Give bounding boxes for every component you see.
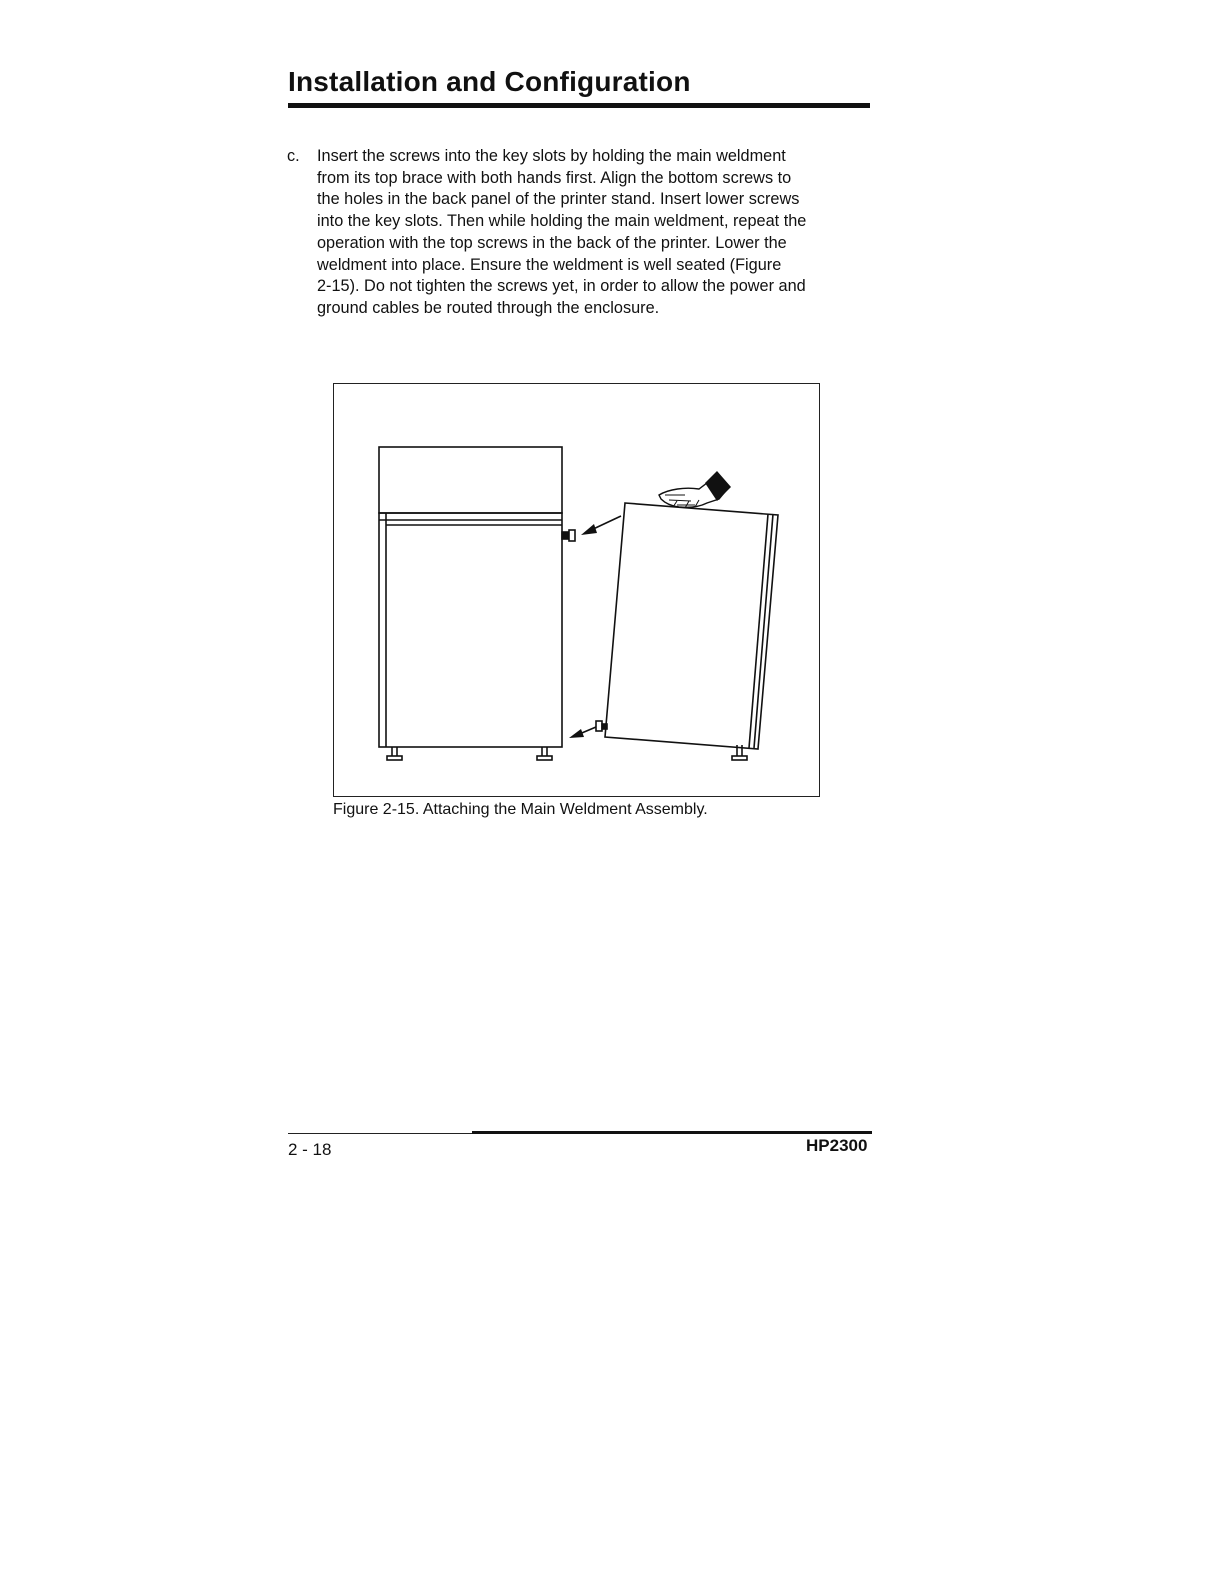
footer-rule-thick (472, 1131, 872, 1134)
step-line: 2-15). Do not tighten the screws yet, in order to allow the power and (317, 277, 806, 296)
figure-frame (333, 383, 820, 797)
step-marker: c. (287, 147, 300, 165)
printer-stand (379, 447, 562, 747)
stand-feet (387, 747, 552, 760)
footer-rule (288, 1133, 472, 1134)
figure-caption: Figure 2-15. Attaching the Main Weldment Assembly. (333, 801, 708, 818)
step-line: operation with the top screws in the back of the printer. Lower the (317, 233, 787, 252)
page-number: 2 - 18 (288, 1140, 332, 1159)
step-line: Insert the screws into the key slots by holding the main weldment (317, 147, 786, 165)
hand-icon (659, 471, 731, 508)
header-rule (288, 103, 870, 108)
step-text (317, 146, 877, 320)
page-header-title: Installation and Configuration (288, 66, 691, 97)
step-line: weldment into place. Ensure the weldment is well seated (Figure (317, 255, 782, 274)
step-line: from its top brace with both hands first. Align the bottom screws to (317, 168, 792, 187)
top-screw (562, 530, 575, 541)
step-line: the holes in the back panel of the printer stand. Insert lower screws (317, 190, 800, 209)
step-line: into the key slots. Then while holding the main weldment, repeat the (317, 212, 807, 231)
step-line: ground cables be routed through the enclosure. (317, 298, 660, 317)
lower-screw (596, 721, 607, 731)
weldment-illustration (334, 384, 821, 798)
main-weldment (605, 503, 778, 749)
product-name: HP2300 (806, 1136, 868, 1155)
